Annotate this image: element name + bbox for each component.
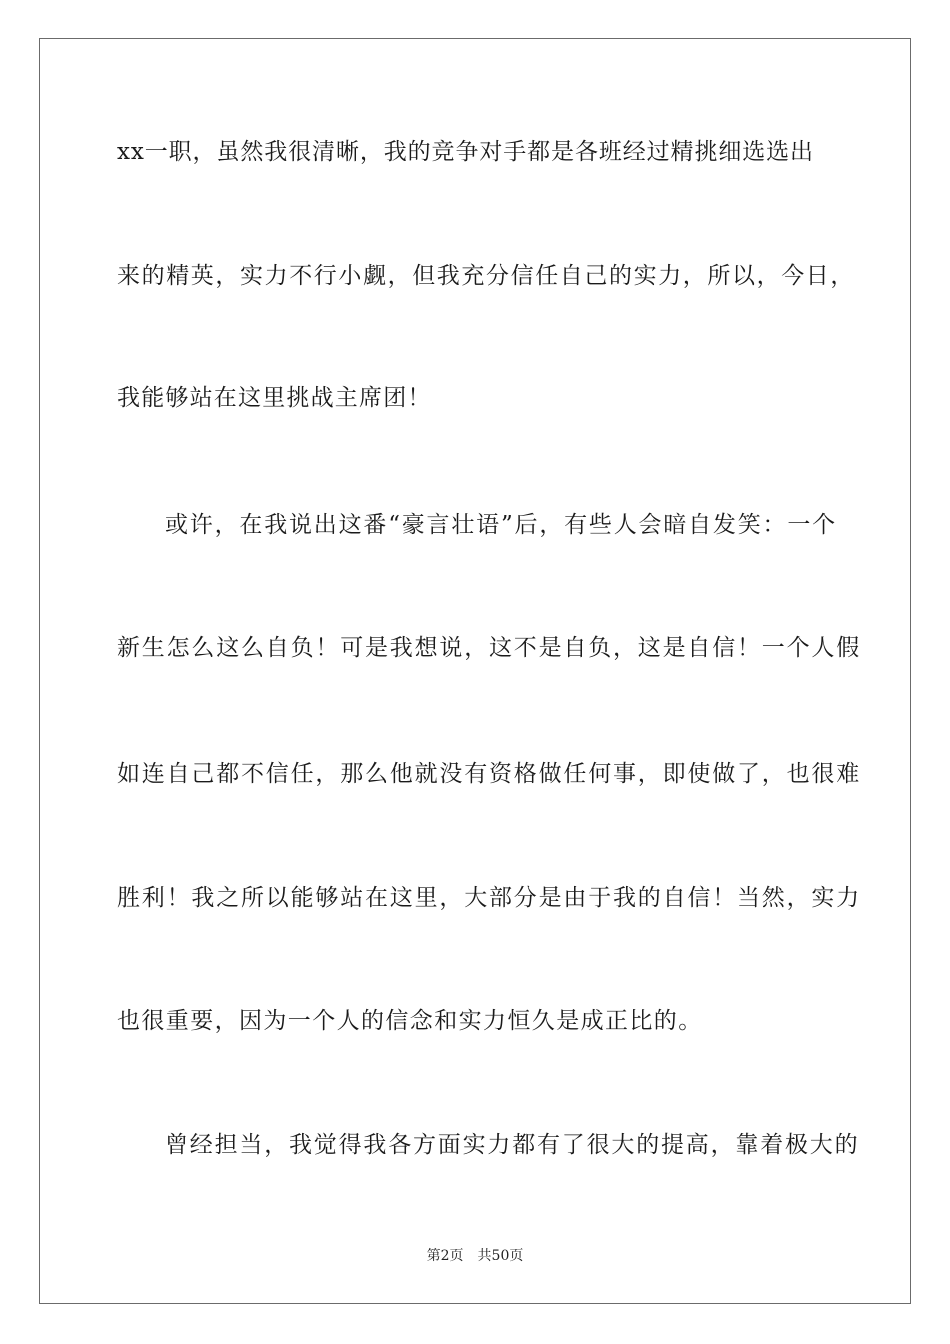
paragraph-start-line: 曾经担当，我觉得我各方面实力都有了很大的提高，靠着极大的 <box>165 1132 860 1158</box>
page-border <box>39 38 911 1304</box>
body-text-line: 如连自己都不信任，那么他就没有资格做任何事，即使做了，也很难 <box>117 761 861 787</box>
paragraph-start-line: 或许，在我说出这番“豪言壮语”后，有些人会暗自发笑：一个 <box>165 512 837 538</box>
body-text-line: 也很重要，因为一个人的信念和实力恒久是成正比的。 <box>117 1008 703 1034</box>
body-text-line: 胜利！我之所以能够站在这里，大部分是由于我的自信！当然，实力 <box>117 885 861 911</box>
body-text-line: 我能够站在这里挑战主席团！ <box>117 385 432 411</box>
body-text-line: 新生怎么这么自负！可是我想说，这不是自负，这是自信！一个人假 <box>117 635 861 661</box>
body-text-line: 来的精英，实力不行小觑，但我充分信任自己的实力，所以，今日， <box>117 263 855 289</box>
page-footer <box>0 1246 950 1266</box>
page-number: 第2页 <box>426 1248 464 1264</box>
page-total: 共50页 <box>477 1248 524 1264</box>
body-text-line: xx一职，虽然我很清晰，我的竞争对手都是各班经过精挑细选选出 <box>117 139 814 165</box>
